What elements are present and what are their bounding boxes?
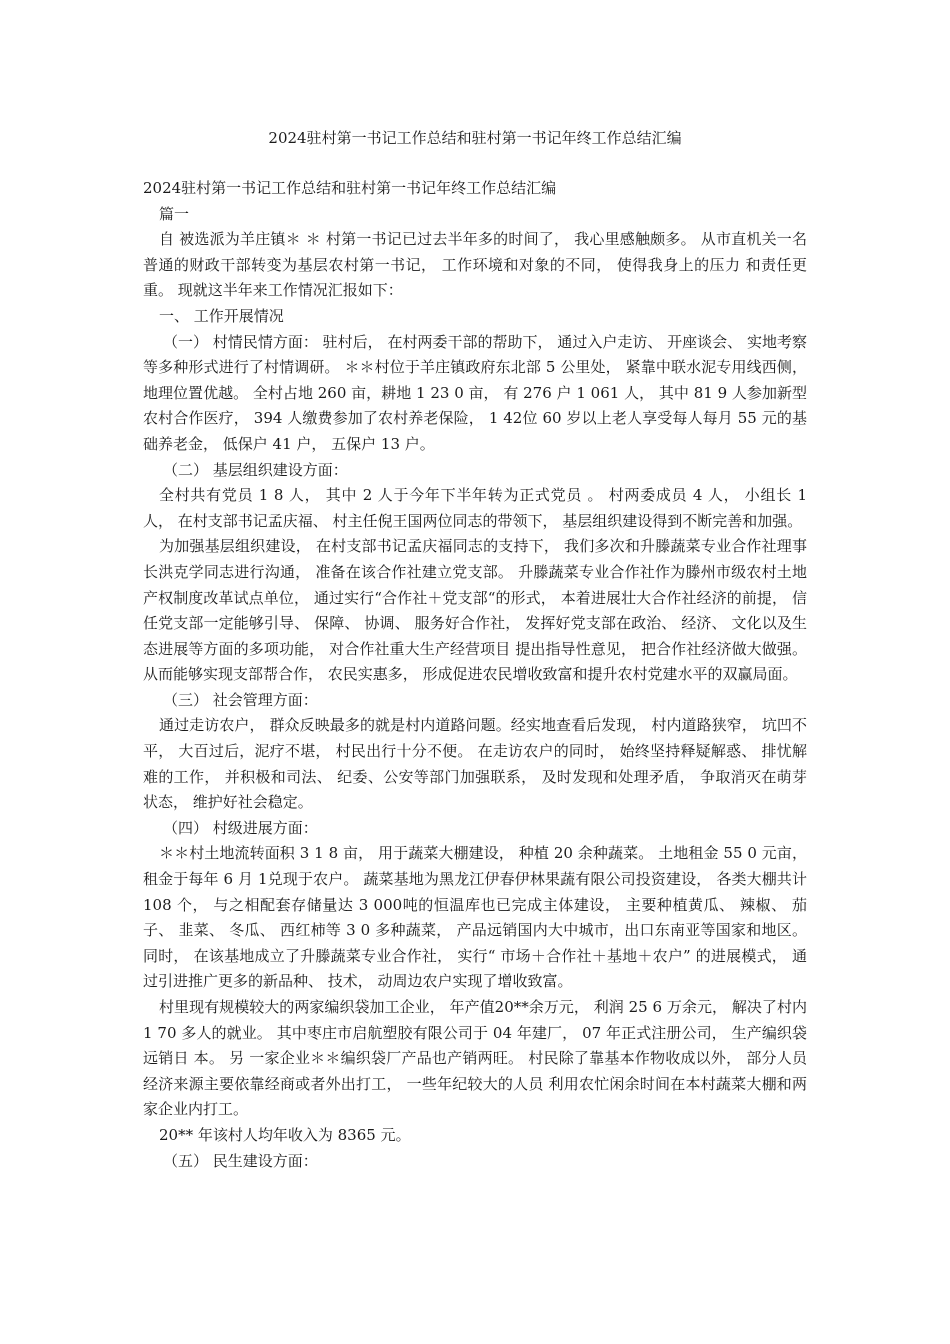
section-label: 篇一 xyxy=(159,204,190,223)
subsection-heading: （三） 社会管理方面： xyxy=(163,690,318,709)
paragraph: 为加强基层组织建设， 在村支部书记孟庆福同志的支持下， 我们多次和升滕蔬菜专业合作社理事长洪克学同志进行沟通， 准备在该合作社建立党支部。 升滕蔬菜专业合作社作为滕州市级农村土地产权制度改革试点单位， 通过实行“合作社＋党支部“的形式， 本着进展壮大合作社经济的前提， 信任党支部一定能够引导、 保障、 协调、 服务好合作社， 发挥好党支部在政治、 经济、 文化以及生态进展等方面的多项功能， 对合作社重大生产经营项目 提出指导性意见， 把合作社经济做大做强。 从而能够实现支部帮合作， 农民实惠多， 形成促进农民增收致富和提升农村党建水平的双赢局面。 xyxy=(143,537,807,684)
paragraph: 自 被选派为羊庄镇＊ ＊ 村第一书记已过去半年多的时间了， 我心里感触颇多。 从市直机关一名普通的财政干部转变为基层农村第一书记， 工作环境和对象的不同， 使得我身上的压力 和责任更重。 现就这半年来工作情况汇报如下： xyxy=(143,230,807,300)
subsection-heading: （二） 基层组织建设方面： xyxy=(163,460,348,479)
section-heading: 一、 工作开展情况 xyxy=(159,306,284,325)
paragraph: ＊＊村土地流转面积 3 1 8 亩， 用于蔬菜大棚建设， 种植 20 余种蔬菜。 土地租金 55 0 元亩， 租金于每年 6 月 1兑现于农户。 蔬菜基地为黑龙江伊春伊林果蔬有限公司投资建设， 各类大棚共计 108 个， 与之相配套存储量达 3 000吨的恒温库也已完成主体建设， 主要种植黄瓜、 辣椒、 茄子、 韭菜、 冬瓜、 西红柿等 3 0 多种蔬菜， 产品远销国内大中城市，出口东南亚等国家和地区。 同时， 在该基地成立了升滕蔬菜专业合作社， 实行“ 市场＋合作社＋基地＋农户” 的进展模式， 通过引进推广更多的新品种、 技术， 动周边农户实现了增收致富。 xyxy=(143,844,807,991)
subsection-heading: （四） 村级进展方面： xyxy=(163,818,318,837)
document-title: 2024驻村第一书记工作总结和驻村第一书记年终工作总结汇编 xyxy=(268,129,682,147)
paragraph: 通过走访农户， 群众反映最多的就是村内道路问题。经实地查看后发现， 村内道路狭窄， 坑凹不平， 大百过后，泥疗不堪， 村民出行十分不便。 在走访农户的同时， 始终坚持释疑解惑、 排忧解难的工作， 并积极和司法、 纪委、公安等部门加强联系， 及时发现和处理矛盾， 争取消灭在萌芽状态， 维护好社会稳定。 xyxy=(143,716,807,812)
paragraph: 20** 年该村人均年收入为 8365 元。 xyxy=(159,1125,411,1144)
paragraph: 全村共有党员 1 8 人， 其中 2 人于今年下半年转为正式党员 。 村两委成员 4 人， 小组长 1 人， 在村支部书记孟庆福、 村主任倪王国两位同志的带领下， 基层组织建设得到不断完善和加强。 xyxy=(143,486,807,530)
document-body xyxy=(143,176,807,1174)
paragraph: 村里现有规模较大的两家编织袋加工企业， 年产值20**余万元， 利润 25 6 万余元， 解决了村内 1 70 多人的就业。 其中枣庄市启航塑胶有限公司于 04 年建厂， 07 年正式注册公司， 生产编织袋远销日 本。 另 一家企业＊＊编织袋厂产品也产销两旺。 村民除了靠基本作物收成以外， 部分人员 经济来源主要依靠经商或者外出打工， 一些年纪较大的人员 利用农忙闲余时间在本村蔬菜大棚和两家企业内打工。 xyxy=(143,998,807,1119)
subsection-heading: （五） 民生建设方面： xyxy=(163,1151,318,1170)
paragraph: （一） 村情民情方面： 驻村后， 在村两委干部的帮助下， 通过入户走访、 开座谈会、 实地考察等多种形式进行了村情调研。 ＊＊村位于羊庄镇政府东北部 5 公里处， 紧靠中联水泥专用线西侧， 地理位置优越。 全村占地 260 亩，耕地 1 23 0 亩， 有 276 户 1 061 人， 其中 81 9 人参加新型农村合作医疗， 394 人缴费参加了农村养老保险， 1 42位 60 岁以上老人享受每人每月 55 元的基础养老金， 低保户 41 户， 五保户 13 户。 xyxy=(143,332,807,453)
document-subtitle: 2024驻村第一书记工作总结和驻村第一书记年终工作总结汇编 xyxy=(143,179,557,197)
